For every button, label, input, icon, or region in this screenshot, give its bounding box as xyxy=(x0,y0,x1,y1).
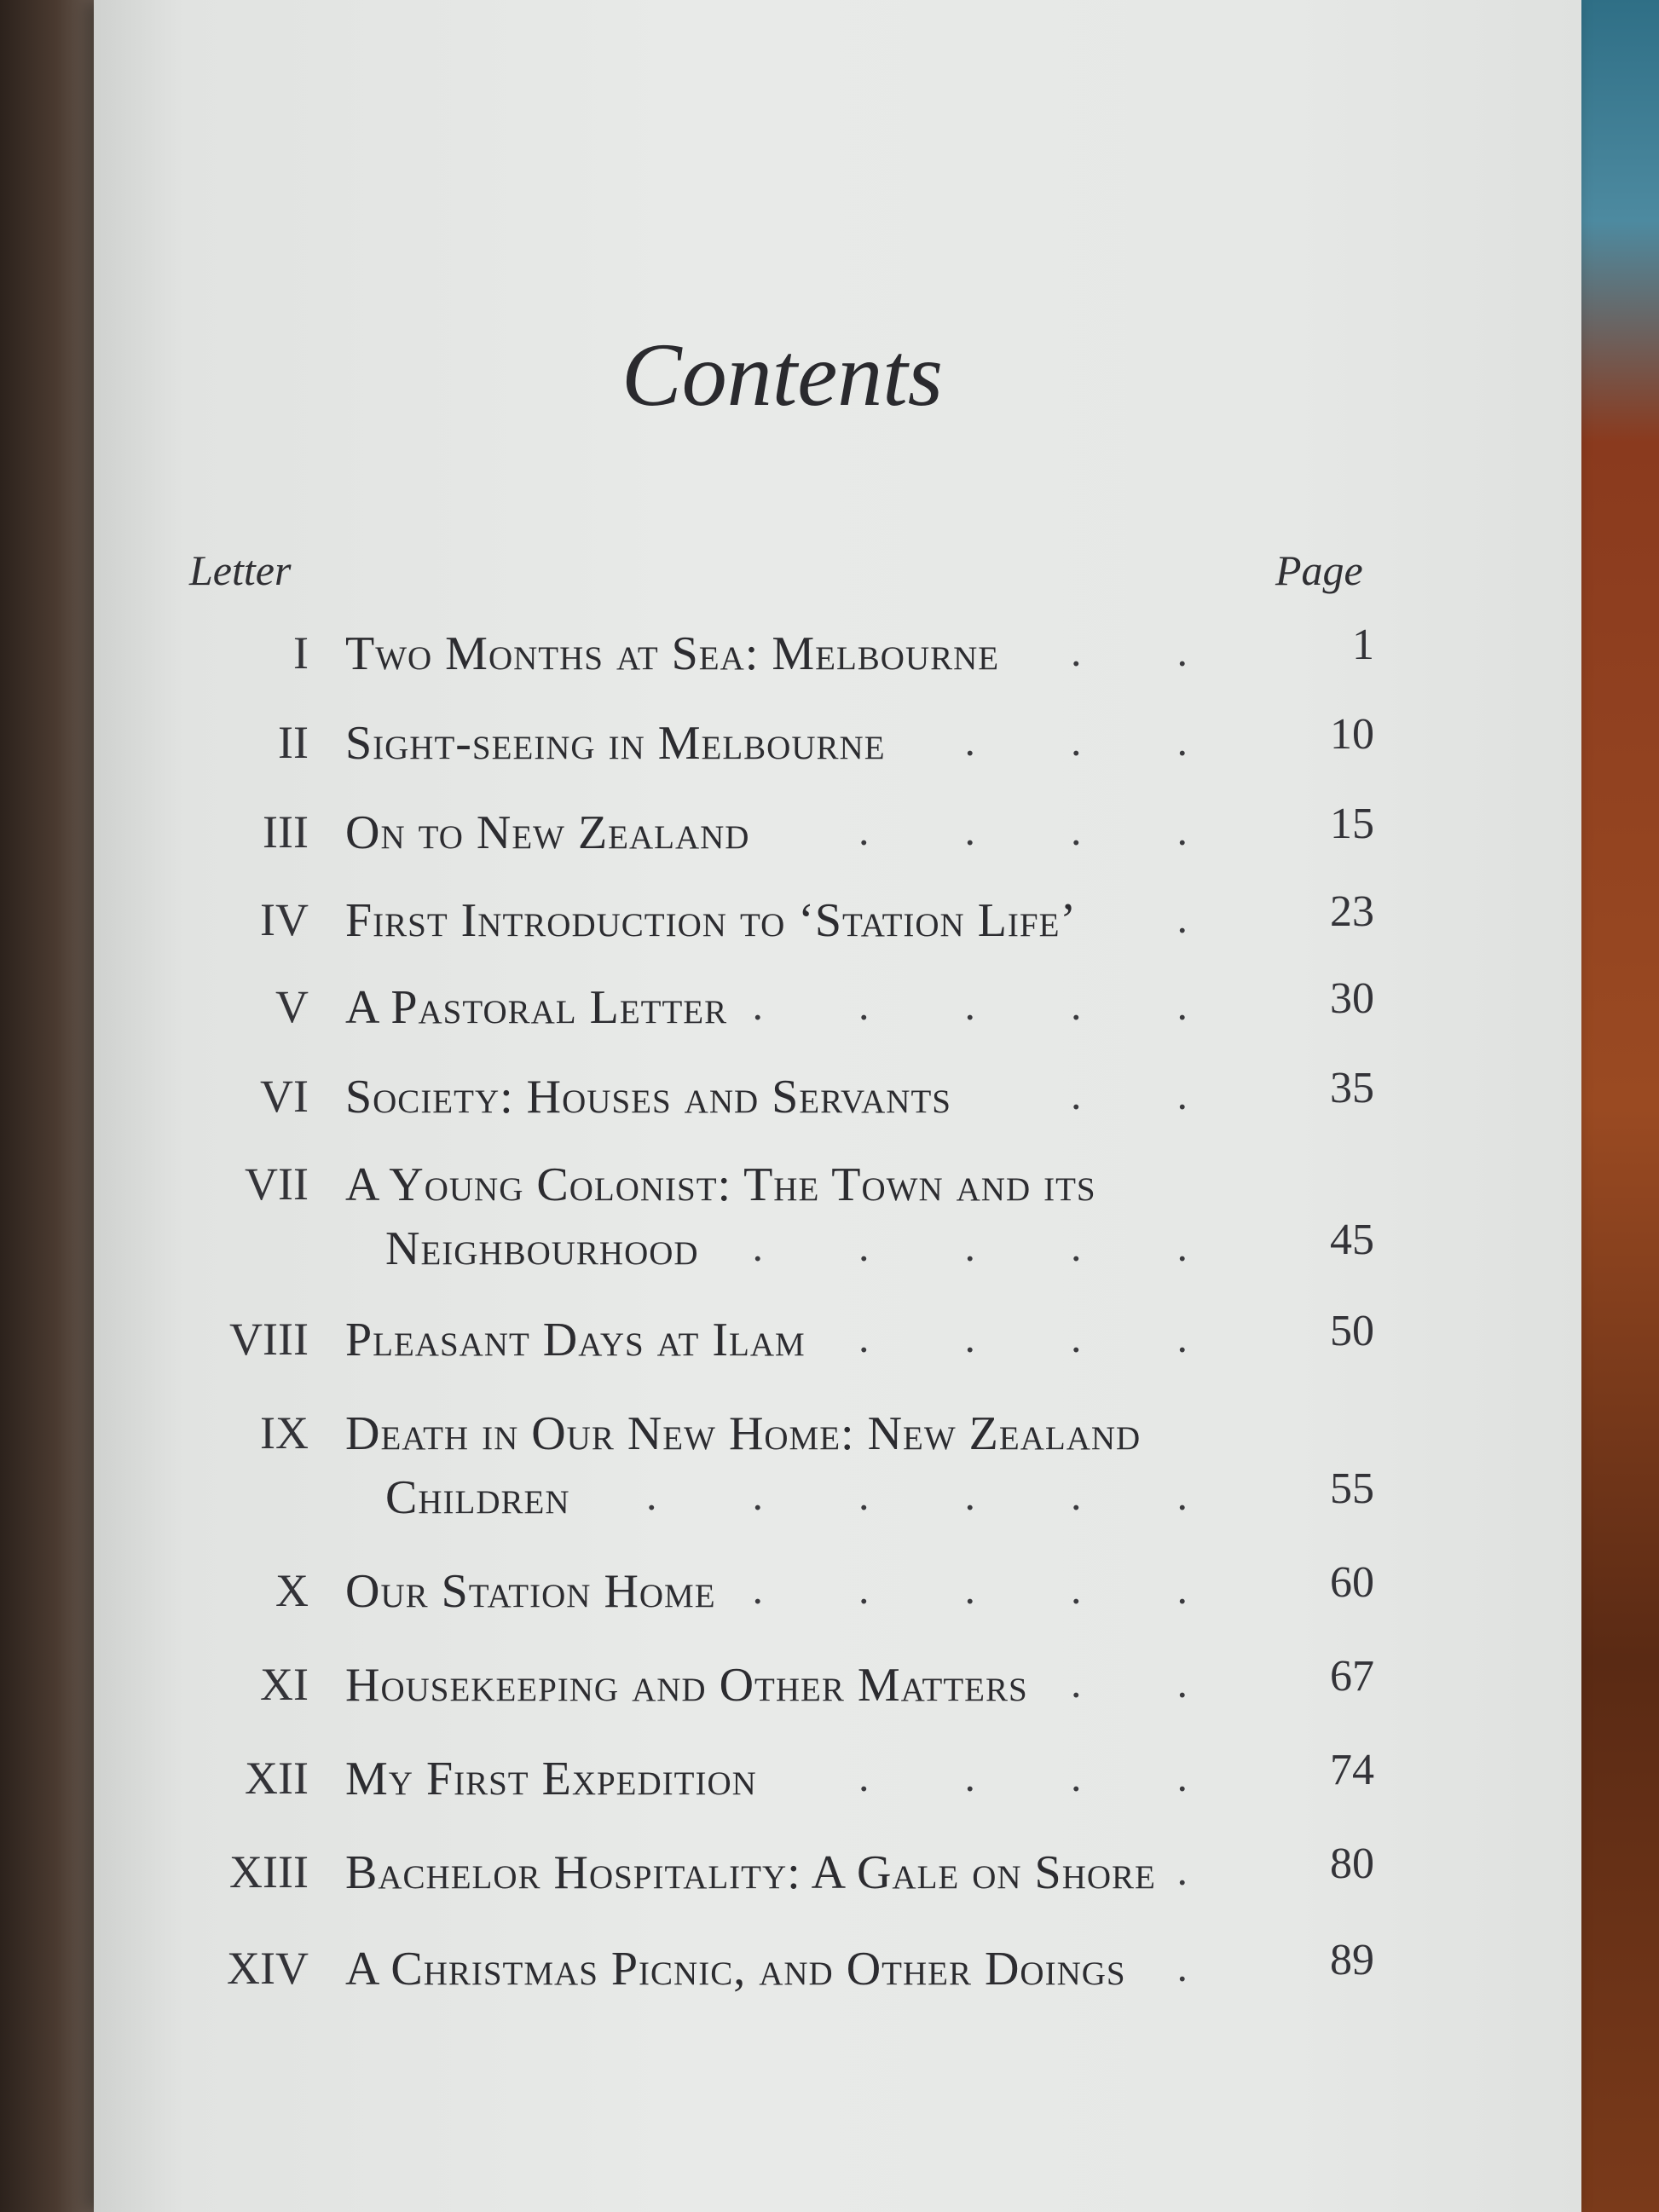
entry-title: My First Expedition xyxy=(345,1753,757,1805)
dot-leader: . xyxy=(1176,1943,1283,1990)
page-column-header: Page xyxy=(1275,546,1363,594)
page-number: 1 xyxy=(1352,621,1374,669)
dot-leader: . xyxy=(1176,1846,1283,1894)
page-number: 10 xyxy=(1330,710,1374,759)
page-number: 67 xyxy=(1330,1652,1374,1701)
entry-title-continued: Children xyxy=(385,1471,570,1524)
dot-leader: ..... xyxy=(752,1222,1283,1270)
dot-leader: .... xyxy=(858,1753,1283,1800)
page-number: 35 xyxy=(1330,1064,1374,1112)
entry-title: Housekeeping and Other Matters xyxy=(345,1659,1028,1712)
dot-leader: .. xyxy=(1071,1659,1283,1707)
entry-title: A Young Colonist: The Town and its xyxy=(345,1158,1096,1211)
page-number: 23 xyxy=(1330,887,1374,936)
page-number: 74 xyxy=(1330,1746,1374,1794)
letter-numeral: X xyxy=(275,1565,309,1616)
entry-title: A Pastoral Letter xyxy=(345,981,728,1034)
page-number: 45 xyxy=(1330,1216,1374,1264)
page-number: 15 xyxy=(1330,800,1374,848)
dot-leader: .. xyxy=(1071,1071,1283,1118)
letter-numeral: I xyxy=(293,627,309,679)
letter-numeral: XIII xyxy=(229,1846,309,1897)
entry-title: Bachelor Hospitality: A Gale on Shore xyxy=(345,1846,1156,1899)
dot-leader: ..... xyxy=(752,981,1283,1029)
letter-numeral: II xyxy=(278,717,309,768)
letter-numeral: IX xyxy=(260,1407,309,1458)
entry-title: On to New Zealand xyxy=(345,806,750,859)
entry-title: Pleasant Days at Ilam xyxy=(345,1314,806,1366)
page-number: 60 xyxy=(1330,1558,1374,1607)
letter-numeral: IV xyxy=(260,894,309,945)
page-number: 30 xyxy=(1330,974,1374,1023)
letter-numeral: XIV xyxy=(227,1943,309,1994)
dot-leader: ... xyxy=(964,717,1283,765)
entry-title: Society: Houses and Servants xyxy=(345,1071,951,1123)
letter-numeral: III xyxy=(263,806,309,858)
dot-leader: .... xyxy=(858,1314,1283,1361)
entry-title: Death in Our New Home: New Zealand xyxy=(345,1407,1142,1460)
letter-numeral: XII xyxy=(245,1753,309,1804)
entry-title: A Christmas Picnic, and Other Doings xyxy=(345,1943,1126,1995)
entry-title: Sight-seeing in Melbourne xyxy=(345,717,886,770)
letter-numeral: VIII xyxy=(229,1314,309,1365)
dot-leader: ..... xyxy=(752,1565,1283,1613)
letter-numeral: VI xyxy=(260,1071,309,1122)
dot-leader: .. xyxy=(1071,627,1283,675)
letter-column-header: Letter xyxy=(189,546,292,594)
entry-title: Our Station Home xyxy=(345,1565,716,1618)
dot-leader: .... xyxy=(858,806,1283,854)
page-number: 89 xyxy=(1330,1936,1374,1984)
page-number: 50 xyxy=(1330,1307,1374,1355)
entry-title: Two Months at Sea: Melbourne xyxy=(345,627,1000,680)
page-title: Contents xyxy=(621,325,943,424)
entry-title: First Introduction to ‘Station Life’ xyxy=(345,894,1078,947)
letter-numeral: XI xyxy=(260,1659,309,1710)
dot-leader: ...... xyxy=(646,1471,1283,1519)
page-number: 80 xyxy=(1330,1839,1374,1888)
page-number: 55 xyxy=(1330,1464,1374,1513)
dot-leader: . xyxy=(1176,894,1283,942)
letter-numeral: V xyxy=(275,981,309,1032)
entry-title-continued: Neighbourhood xyxy=(385,1222,699,1275)
letter-numeral: VII xyxy=(245,1158,309,1210)
